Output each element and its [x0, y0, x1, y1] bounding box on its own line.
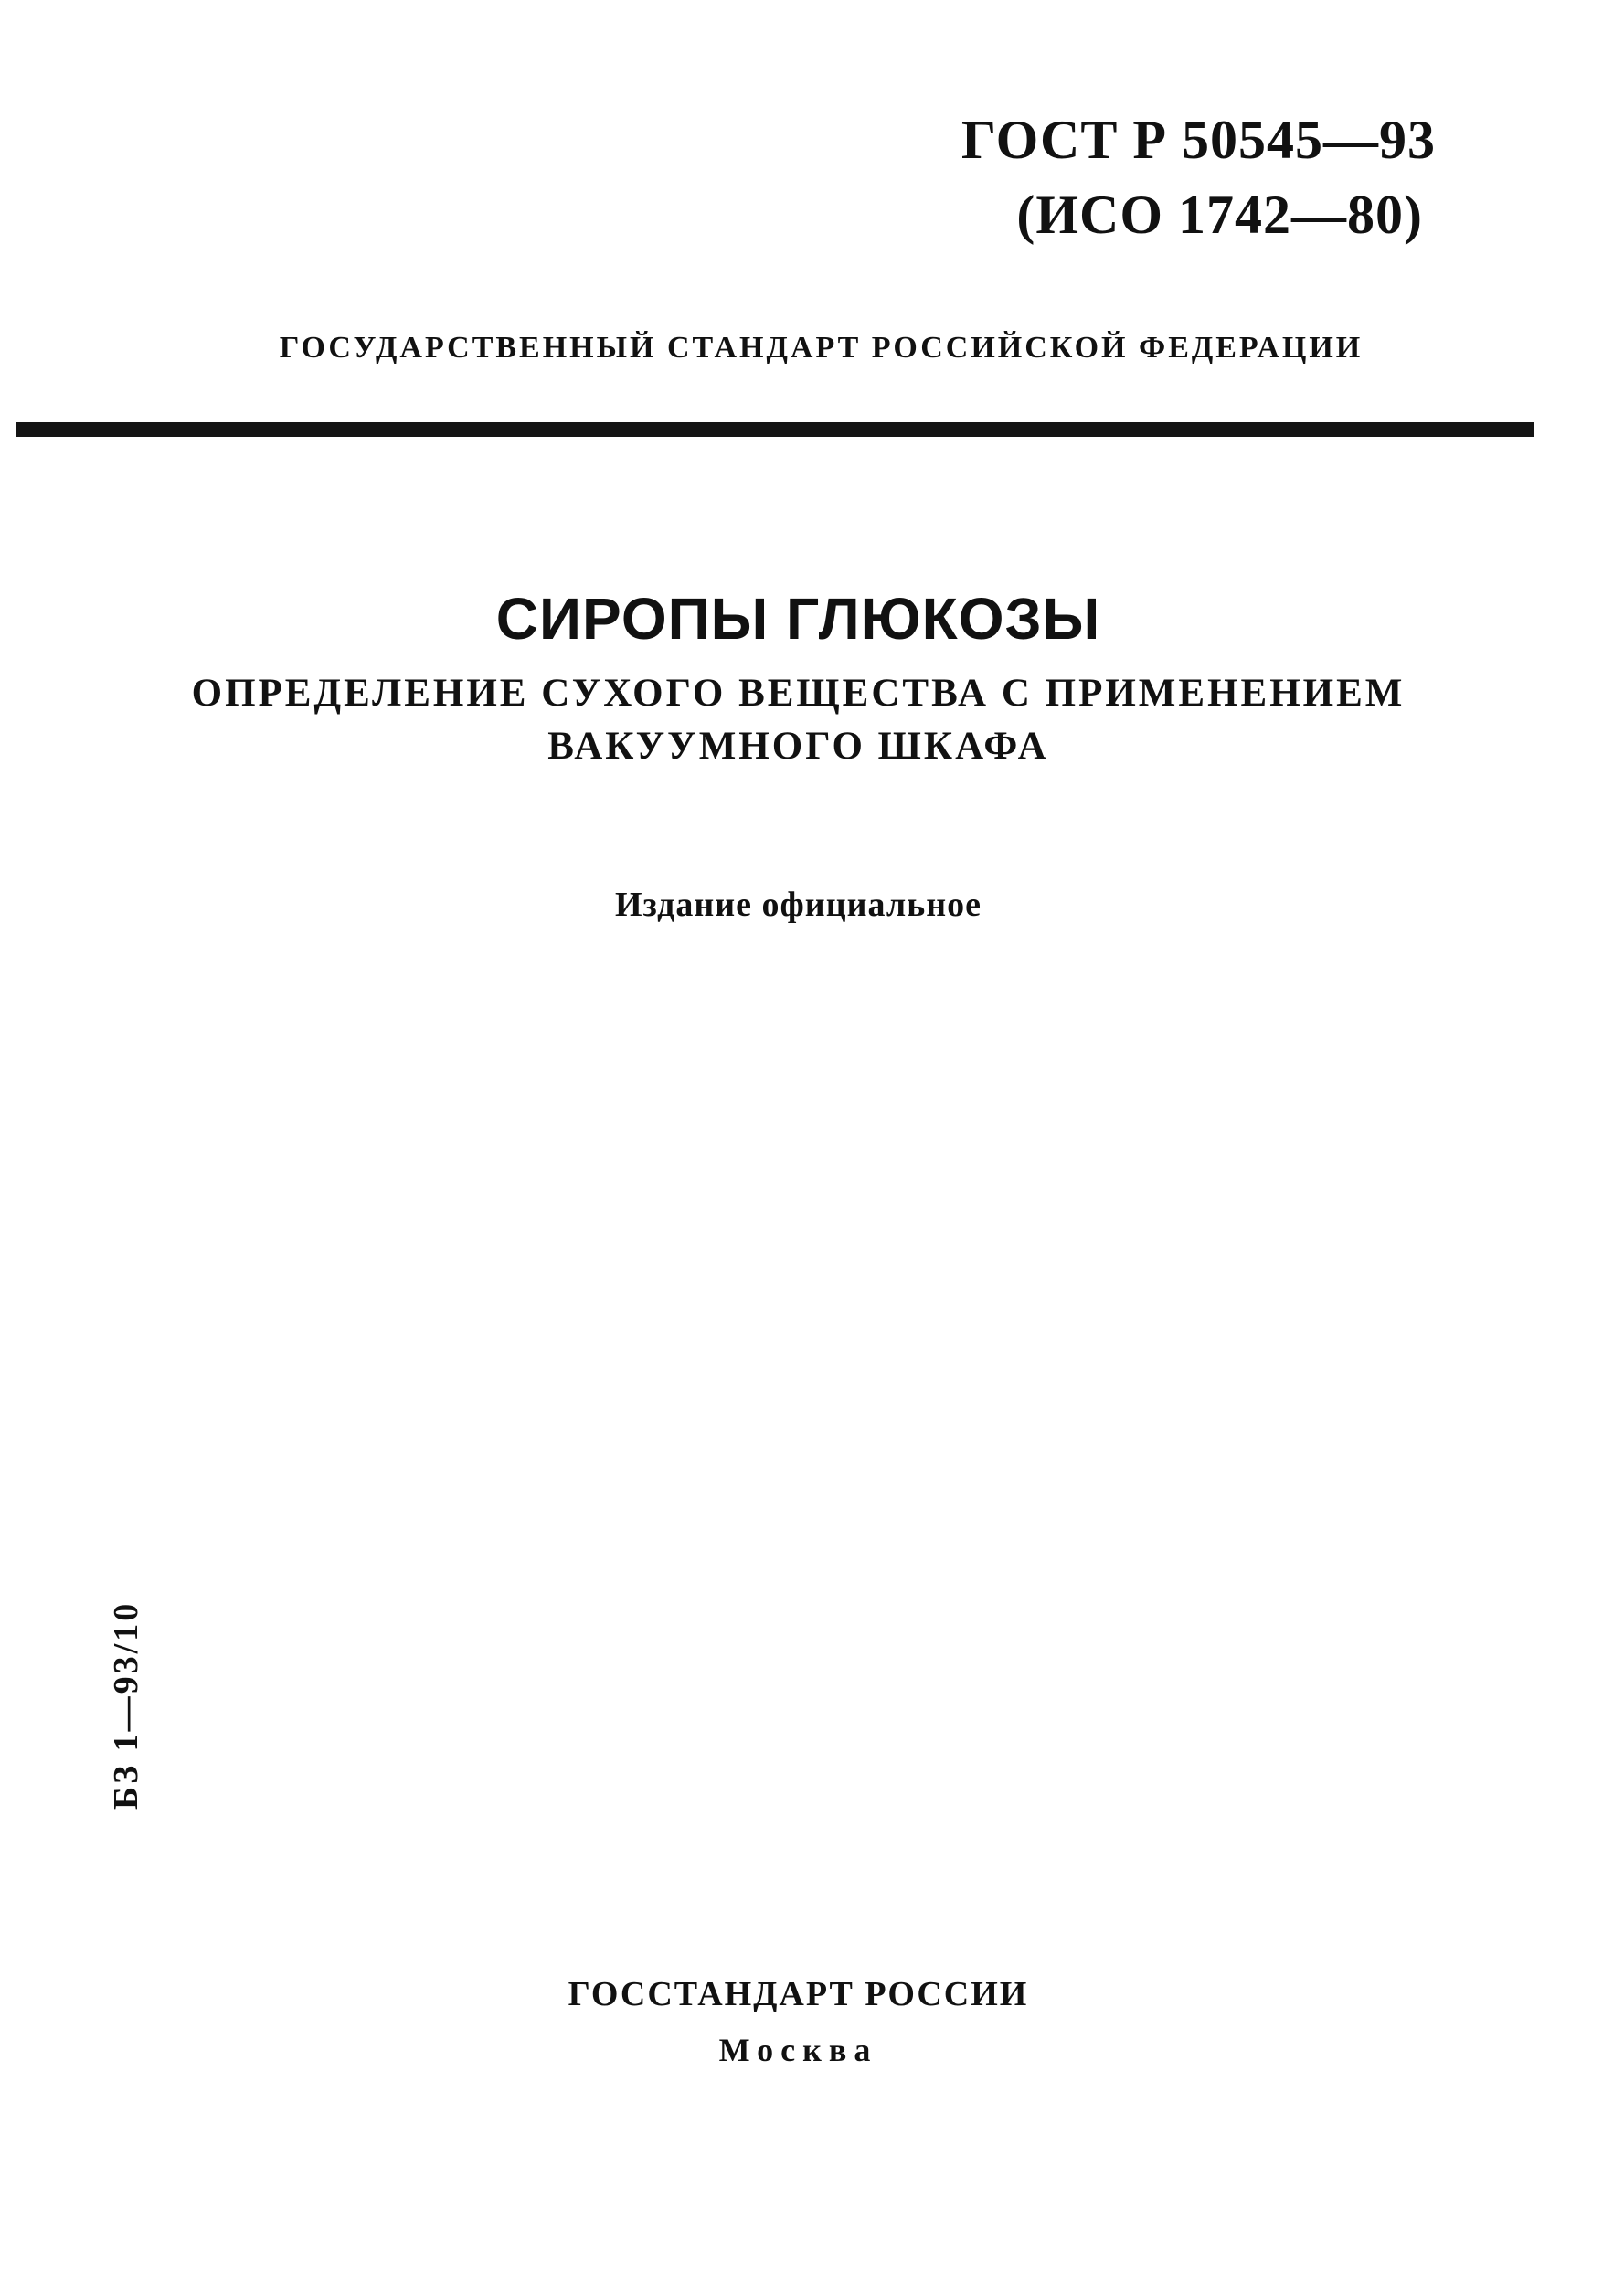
header-rule [16, 422, 1534, 437]
edition-label: Издание официальное [614, 886, 982, 924]
standard-code-block [961, 102, 1436, 252]
standard-header: ГОСУДАРСТВЕННЫЙ СТАНДАРТ РОССИЙСКОЙ ФЕДЕРАЦИИ [279, 331, 1364, 365]
iso-code: (ИСО 1742—80) [1016, 185, 1423, 245]
publisher-name: ГОССТАНДАРТ РОССИИ [568, 1975, 1029, 2013]
standard-code: ГОСТ Р 50545—93 [961, 110, 1436, 170]
document-title: СИРОПЫ ГЛЮКОЗЫ [495, 586, 1101, 652]
subtitle-line-1: ОПРЕДЕЛЕНИЕ СУХОГО ВЕЩЕСТВА С ПРИМЕНЕНИЕМ [191, 672, 1406, 715]
subtitle-line-2: ВАКУУМНОГО ШКАФА [547, 725, 1049, 768]
document-subtitle [0, 667, 1624, 773]
side-catalog-code: БЗ 1—93/10 [107, 1600, 145, 1810]
publisher-city: Москва [718, 2032, 878, 2068]
